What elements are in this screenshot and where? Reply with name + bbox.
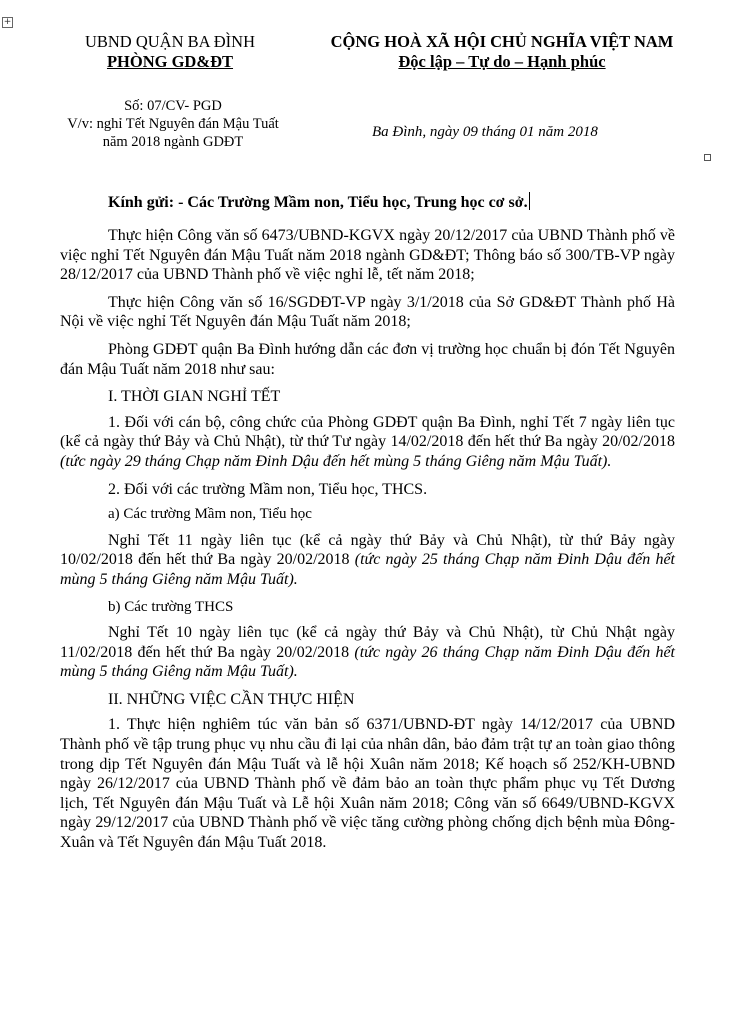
reference-block (30, 97, 316, 151)
section-1-heading: I. THỜI GIAN NGHỈ TẾT (108, 388, 281, 406)
item-2a-body (60, 531, 675, 590)
recipient-line[interactable] (108, 192, 530, 212)
date-line: Ba Đình, ngày 09 tháng 01 năm 2018 (372, 124, 598, 140)
document-number: Số: 07/CV- PGD (124, 98, 222, 114)
item-2b-lunar-note: (tức ngày 26 tháng Chạp năm Đinh Dậu đến hết mùng 5 tháng Giêng năm Mậu Tuất). (60, 643, 676, 681)
table-move-handle-icon[interactable]: + (3, 17, 12, 27)
item-2a-lunar-note: (tức ngày 25 tháng Chạp năm Đinh Dậu đến hết mùng 5 tháng Giêng năm Mậu Tuất). (60, 551, 675, 588)
paragraph-2: Thực hiện Công văn số 16/SGDĐT-VP ngày 3/1/2018 của Sở GD&ĐT Thành phố Hà Nội về việc nghỉ Tết Nguyên đán Mậu Tuất năm 2018; (60, 293, 675, 331)
section-1-item-2: 2. Đối với các trường Mầm non, Tiểu học, THCS. (108, 480, 428, 498)
country-name: CỘNG HOÀ XÃ HỘI CHỦ NGHĨA VIỆT NAM (330, 32, 674, 51)
text-cursor (529, 192, 531, 210)
item-2b-text: Nghỉ Tết 10 ngày liên tục (kể cả ngày thứ Bảy và Chủ Nhật), từ Chủ Nhật ngày 11/02/2018 đến hết thứ Ba ngày 20/02/2018 (60, 624, 675, 661)
document-body[interactable] (60, 226, 675, 861)
item-2a-title: a) Các trường Mầm non, Tiểu học (108, 506, 312, 523)
agency-name: UBND QUẬN BA ĐÌNH (84, 32, 256, 51)
header-left (40, 32, 300, 72)
item-2a-text: Nghỉ Tết 11 ngày liên tục (kể cả ngày thứ Bảy và Chủ Nhật), từ thứ Bảy ngày 10/02/2018 đến hết thứ Ba ngày 20/02/2018 (60, 531, 675, 569)
header-right (312, 32, 692, 72)
item-1-lunar-note: (tức ngày 29 tháng Chạp năm Đinh Dậu đến hết mùng 5 tháng Giêng năm Mậu Tuất). (60, 452, 612, 470)
section-1-item-1 (60, 413, 675, 472)
table-resize-handle-icon[interactable] (704, 154, 711, 161)
paragraph-1: Thực hiện Công văn số 6473/UBND-KGVX ngày 20/12/2017 của UBND Thành phố về việc nghỉ Tết Nguyên đán Mậu Tuất năm 2018 ngành GD&ĐT; Thông báo số 300/TB-VP ngày 28/12/2017 của UBND Thành phố về việc nghỉ lễ, tết năm 2018; (60, 227, 675, 284)
paragraph-3: Phòng GDĐT quận Ba Đình hướng dẫn các đơn vị trường học chuẩn bị đón Tết Nguyên đán Mậu Tuất năm 2018 như sau: (60, 340, 675, 378)
section-2-item-1: 1. Thực hiện nghiêm túc văn bản số 6371/UBND-ĐT ngày 14/12/2017 của UBND Thành phố về tập trung phục vụ nhu cầu đi lại của nhân dân, bảo đảm trật tự an toàn giao thông trong dịp Tết Nguyên đán Mậu Tuất và lễ hội Xuân năm 2018; Kế hoạch số 252/KH-UBND ngày 26/12/2017 của UBND Thành phố về đảm bảo an toàn thực phẩm phục vụ Tết Dương lịch, Tết Nguyên đán Mậu Tuất và Lễ hội Xuân năm 2018; Công văn số 6649/UBND-KGVX ngày 29/12/2017 của UBND Thành phố về việc tăng cường phòng chống dịch bệnh mùa Đông-Xuân và Tết Nguyên đán Mậu Tuất 2018. (60, 716, 675, 852)
section-2-heading: II. NHỮNG VIỆC CẦN THỰC HIỆN (108, 690, 355, 708)
subject-line-2: năm 2018 ngành GDĐT (102, 134, 244, 150)
subject-line-1: V/v: nghỉ Tết Nguyên đán Mậu Tuất (67, 116, 279, 132)
recipient-text: Kính gửi: - Các Trường Mầm non, Tiểu học, Trung học cơ sở. (108, 194, 528, 211)
item-2b-title: b) Các trường THCS (108, 598, 234, 615)
item-1-text: 1. Đối với cán bộ, công chức của Phòng GDĐT quận Ba Đình, nghỉ Tết 7 ngày liên tục (kể cả ngày thứ Bảy và Chủ Nhật), từ thứ Tư ngày 14/02/2018 đến hết thứ Ba ngày 20/02/2018 (60, 413, 675, 451)
department-name: PHÒNG GD&ĐT (106, 52, 234, 71)
item-2b-body (60, 623, 675, 682)
national-motto: Độc lập – Tự do – Hạnh phúc (398, 52, 606, 71)
